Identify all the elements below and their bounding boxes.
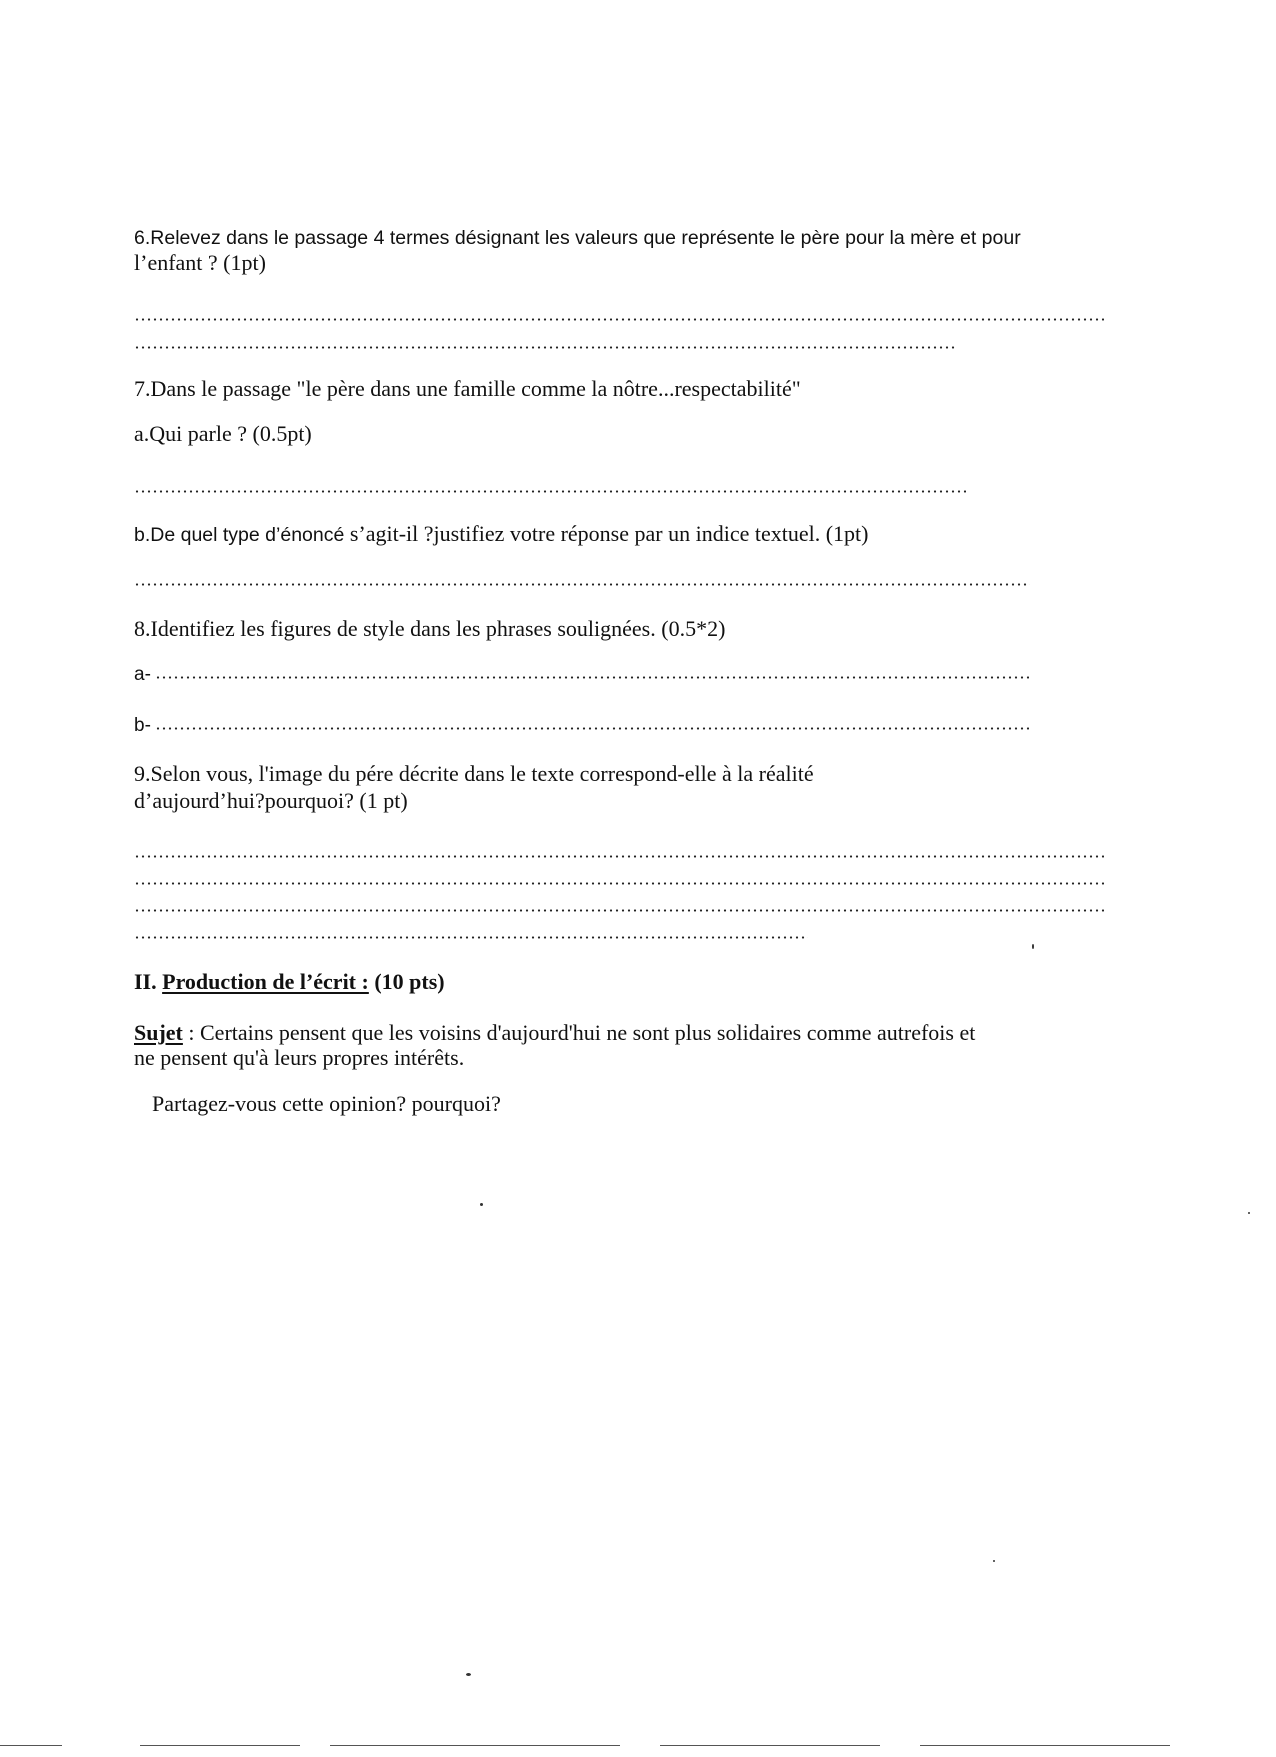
answer-8b-label: b- [134, 715, 151, 736]
sujet-label: Sujet [134, 1020, 183, 1045]
sujet-line-2: ne pensent qu'à leurs propres intérêts. [134, 1045, 465, 1070]
scan-edge-line [140, 1745, 300, 1746]
scan-edge-line [0, 1745, 62, 1746]
section-2-title: Production de l’écrit : [162, 969, 369, 994]
answer-line-7a[interactable] [134, 490, 966, 493]
answer-8a-label: a- [134, 664, 151, 685]
scan-speck [466, 1673, 471, 1676]
scan-speck [480, 1203, 483, 1206]
answer-line-9-1[interactable] [134, 855, 1104, 858]
question-7a: a.Qui parle ? (0.5pt) [134, 421, 312, 446]
scan-speck [1248, 1212, 1250, 1214]
scan-speck [993, 1560, 995, 1562]
sujet-line-1 [134, 1020, 975, 1046]
answer-line-9-4[interactable] [134, 936, 808, 939]
question-7b [134, 521, 868, 548]
question-7b-prefix: b.De quel type d’énoncé [134, 524, 345, 546]
answer-line-9-3[interactable] [134, 909, 1104, 912]
section-2-points: (10 pts) [368, 969, 445, 994]
scan-edge-line [920, 1745, 1170, 1746]
answer-line-9-2[interactable] [134, 882, 1104, 885]
answer-line-8b[interactable] [155, 727, 1029, 730]
section-2-number: II. [134, 969, 157, 994]
question-6-line-2: l’enfant ? (1pt) [134, 250, 266, 275]
answer-8a[interactable] [134, 664, 151, 686]
scan-speck [1032, 944, 1034, 949]
answer-line-8a[interactable] [155, 676, 1029, 679]
question-9-line-2: d’aujourd’hui?pourquoi? (1 pt) [134, 788, 408, 813]
question-7: 7.Dans le passage "le père dans une famille comme la nôtre...respectabilité" [134, 376, 801, 401]
answer-line-6-1[interactable] [134, 318, 1104, 321]
answer-line-6-2[interactable] [134, 346, 956, 349]
question-6-line-1: 6.Relevez dans le passage 4 termes désignant les valeurs que représente le père pour la mère et pour [134, 227, 1021, 249]
scan-edge-line [330, 1745, 620, 1746]
question-9-line-1: 9.Selon vous, l'image du pére décrite dans le texte correspond-elle à la réalité [134, 761, 814, 786]
sujet-text-1: : Certains pensent que les voisins d'aujourd'hui ne sont plus solidaires comme autrefois et [182, 1020, 976, 1045]
section-2-heading [134, 969, 445, 995]
sujet-question: Partagez-vous cette opinion? pourquoi? [152, 1091, 501, 1116]
question-8: 8.Identifiez les figures de style dans les phrases soulignées. (0.5*2) [134, 616, 726, 641]
answer-8b[interactable] [134, 715, 151, 737]
scan-edge-line [660, 1745, 880, 1746]
answer-line-7b[interactable] [134, 583, 1030, 586]
question-7b-rest: s’agit-il ?justifiez votre réponse par un indice textuel. (1pt) [344, 521, 869, 546]
